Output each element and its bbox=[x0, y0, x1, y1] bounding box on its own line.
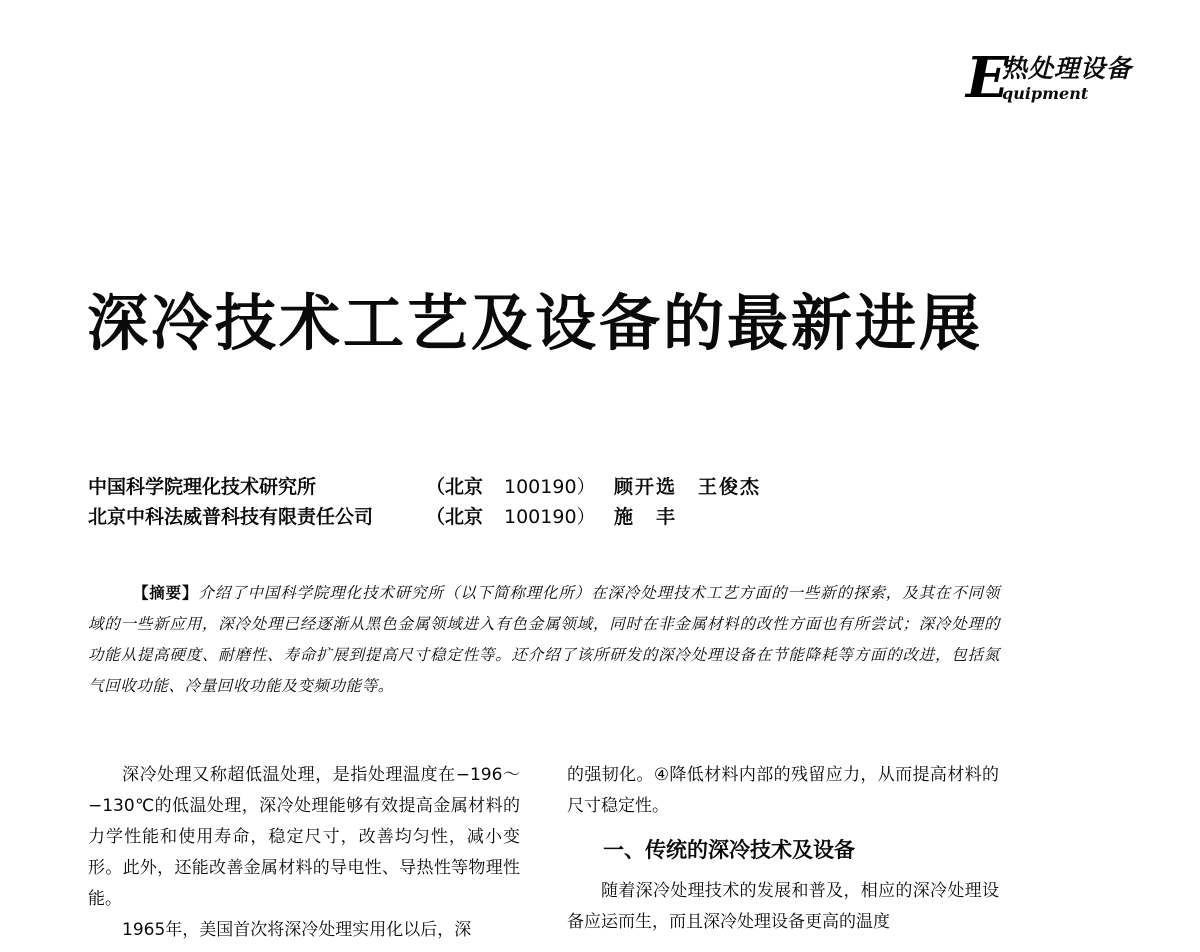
affiliation-city: （北京 bbox=[426, 476, 484, 498]
affiliation-institution: 中国科学院理化技术研究所 bbox=[88, 476, 317, 498]
abstract-label: 【摘要】 bbox=[132, 584, 199, 602]
body-paragraph: 的强韧化。④降低材料内部的残留应力，从而提高材料的尺寸稳定性。 bbox=[567, 765, 999, 816]
abstract-text: 介绍了中国科学院理化技术研究所（以下简称理化所）在深冷处理技术工艺方面的一些新的探索，及其在不同领域的一些新应用，深冷处理已经逐渐从黑色金属领域进入有色金属领域，同时在非金属材料的改性方面也有所尝试；深冷处理的功能从提高硬度、耐磨性、寿命扩展到提高尺寸稳定性等。还介绍了该所研发的深冷处理设备在节能降耗等方面的改进，包括氮气回收功能、冷量回收功能及变频功能等。 bbox=[88, 584, 1001, 695]
affiliation-institution: 北京中科法威普科技有限责任公司 bbox=[88, 506, 374, 528]
article-title: 深冷技术工艺及设备的最新进展 bbox=[87, 288, 984, 359]
body-column-left bbox=[88, 760, 520, 946]
body-paragraph: 随着深冷处理技术的发展和普及，相应的深冷处理设备应运而生，而且深冷处理设备更高的温度 bbox=[567, 881, 999, 932]
affiliation-authors: 顾开选 王俊杰 bbox=[614, 476, 762, 498]
body-paragraph: 深冷处理又称超低温处理，是指处理温度在−196～−130℃的低温处理，深冷处理能够有效提高金属材料的力学性能和使用寿命，稳定尺寸，改善均匀性，减小变形。此外，还能改善金属材料的导电性、导热性等物理性能。 bbox=[88, 765, 520, 909]
affiliation-postcode: 100190） bbox=[504, 506, 596, 528]
affiliation-postcode: 100190） bbox=[504, 476, 596, 498]
body-paragraph: 1965年，美国首次将深冷处理实用化以后，深 bbox=[122, 920, 472, 940]
affiliation-city: （北京 bbox=[426, 506, 484, 528]
section-title-en: quipment bbox=[1002, 84, 1089, 103]
abstract bbox=[88, 578, 1000, 702]
section-heading: 一、传统的深冷技术及设备 bbox=[603, 838, 855, 862]
logo-letter: E bbox=[966, 45, 1009, 111]
body-column-right bbox=[567, 760, 999, 938]
section-title-cn: 热处理设备 bbox=[1002, 54, 1133, 83]
section-logo bbox=[966, 45, 1156, 112]
affiliation-authors: 施 丰 bbox=[614, 506, 678, 528]
